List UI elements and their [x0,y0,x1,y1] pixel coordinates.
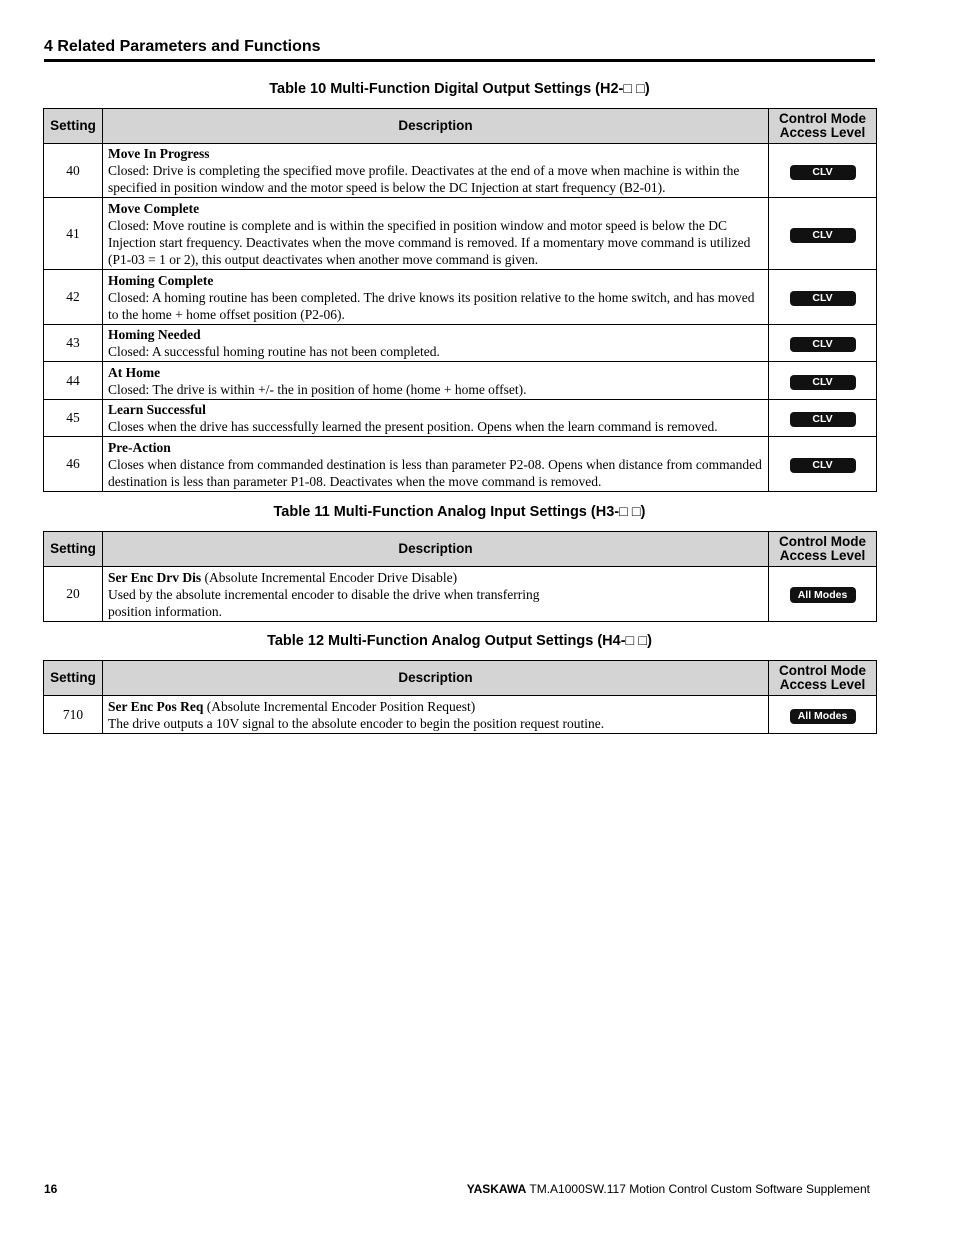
setting-value: 43 [44,325,103,362]
footer-doc-id: TM.A1000SW.117 Motion Control Custom Software Supplement [526,1182,870,1196]
setting-name: Learn Successful [108,402,206,417]
setting-value: 20 [44,567,103,622]
setting-text: Closed: Move routine is complete and is within the specified in position window and motor speed is below the DC Injection start frequency. Deactivates when the move command is removed. If a momentary move command is utilized (P1-03 = 1 or 2), this output deactivates when another move command is given. [108,217,751,267]
mode-cell [769,400,877,437]
setting-value: 41 [44,198,103,270]
setting-qualifier: (Absolute Incremental Encoder Drive Disable) [201,569,458,585]
setting-value: 710 [44,696,103,734]
mode-cell [769,144,877,198]
setting-name: Ser Enc Drv Dis [108,569,202,585]
col-mode-line1: Control Mode [779,534,866,549]
setting-text: Closes when distance from commanded destination is less than parameter P2-08. Opens when distance from commanded destination is less than parameter P1-08. Deactivates when the move command is removed. [108,456,762,489]
mode-badge: CLV [790,412,856,427]
col-description-header: Description [103,109,769,144]
table-header-row [44,532,877,567]
description-cell [103,696,769,734]
description-cell [103,362,769,400]
col-setting-header: Setting [44,661,103,696]
section-title: 4 Related Parameters and Functions [44,38,321,55]
col-mode-line1: Control Mode [779,111,866,126]
col-mode-header [769,109,877,144]
mode-cell [769,270,877,325]
col-mode-line2: Access Level [779,548,866,563]
setting-name: Homing Needed [108,327,201,342]
table-12-caption: Table 12 Multi-Function Analog Output Settings (H4-□ □) [267,633,652,649]
table-header-row [44,109,877,144]
mode-cell [769,325,877,362]
setting-value: 45 [44,400,103,437]
description-cell [103,325,769,362]
setting-name: Pre-Action [108,439,171,455]
table-11 [43,531,877,622]
col-mode-line1: Control Mode [779,663,866,678]
description-cell [103,144,769,198]
setting-name: Homing Complete [108,272,214,288]
setting-value: 42 [44,270,103,325]
table-10 [43,108,877,492]
table-10-caption: Table 10 Multi-Function Digital Output Settings (H2-□ □) [269,81,650,97]
setting-name: Ser Enc Pos Req [108,698,204,714]
mode-cell [769,437,877,492]
col-description-header: Description [103,661,769,696]
setting-qualifier: (Absolute Incremental Encoder Position Request) [203,698,476,714]
table-row [44,362,877,400]
setting-name: Move Complete [108,200,200,216]
mode-badge: CLV [790,228,856,243]
mode-badge: CLV [790,291,856,306]
mode-cell [769,567,877,622]
col-mode-line2: Access Level [779,677,866,692]
page-number: 16 [44,1182,58,1196]
mode-cell [769,362,877,400]
description-cell [103,400,769,437]
description-cell [103,270,769,325]
mode-badge: CLV [790,458,856,473]
setting-text: Closed: Drive is completing the specified move profile. Deactivates at the end of a move when machine is within the specified in position window and the motor speed is below the DC Injection at start frequency (B2-01). [108,163,740,195]
table-row [44,270,877,325]
setting-value: 40 [44,144,103,198]
mode-cell [769,198,877,270]
section-header [44,38,875,62]
col-mode-header [769,532,877,567]
setting-text: Closed: The drive is within +/- the in position of home (home + home offset). [108,381,527,397]
col-mode-header [769,661,877,696]
setting-text: Closed: A successful homing routine has not been completed. [108,344,440,359]
table-row [44,400,877,437]
footer-brand: YASKAWA [466,1182,527,1196]
table-row [44,567,877,622]
setting-text: Closes when the drive has successfully learned the present position. Opens when the learn command is removed. [108,419,718,434]
setting-text-continued: position information. [108,603,222,619]
setting-text: Used by the absolute incremental encoder to disable the drive when transferring [108,586,540,602]
mode-badge: All Modes [790,587,856,603]
mode-badge: CLV [790,337,856,352]
setting-value: 46 [44,437,103,492]
col-setting-header: Setting [44,532,103,567]
setting-text: Closed: A homing routine has been completed. The drive knows its position relative to the home switch, and has moved to the home + home offset position (P2-06). [108,289,755,322]
col-mode-line2: Access Level [779,125,866,140]
description-cell [103,198,769,270]
description-cell [103,567,769,622]
table-11-caption: Table 11 Multi-Function Analog Input Settings (H3-□ □) [273,504,646,520]
setting-name: At Home [108,364,161,380]
setting-text: The drive outputs a 10V signal to the absolute encoder to begin the position request routine. [108,715,605,731]
setting-name: Move In Progress [108,146,210,161]
table-row [44,144,877,198]
mode-badge: CLV [790,375,856,390]
footer-document-title [467,1182,870,1196]
mode-cell [769,696,877,734]
table-12 [43,660,877,734]
table-header-row [44,661,877,696]
mode-badge: All Modes [790,709,856,724]
table-row [44,696,877,734]
col-setting-header: Setting [44,109,103,144]
setting-value: 44 [44,362,103,400]
description-cell [103,437,769,492]
mode-badge: CLV [790,165,856,180]
table-row [44,325,877,362]
col-description-header: Description [103,532,769,567]
table-row [44,198,877,270]
table-row [44,437,877,492]
